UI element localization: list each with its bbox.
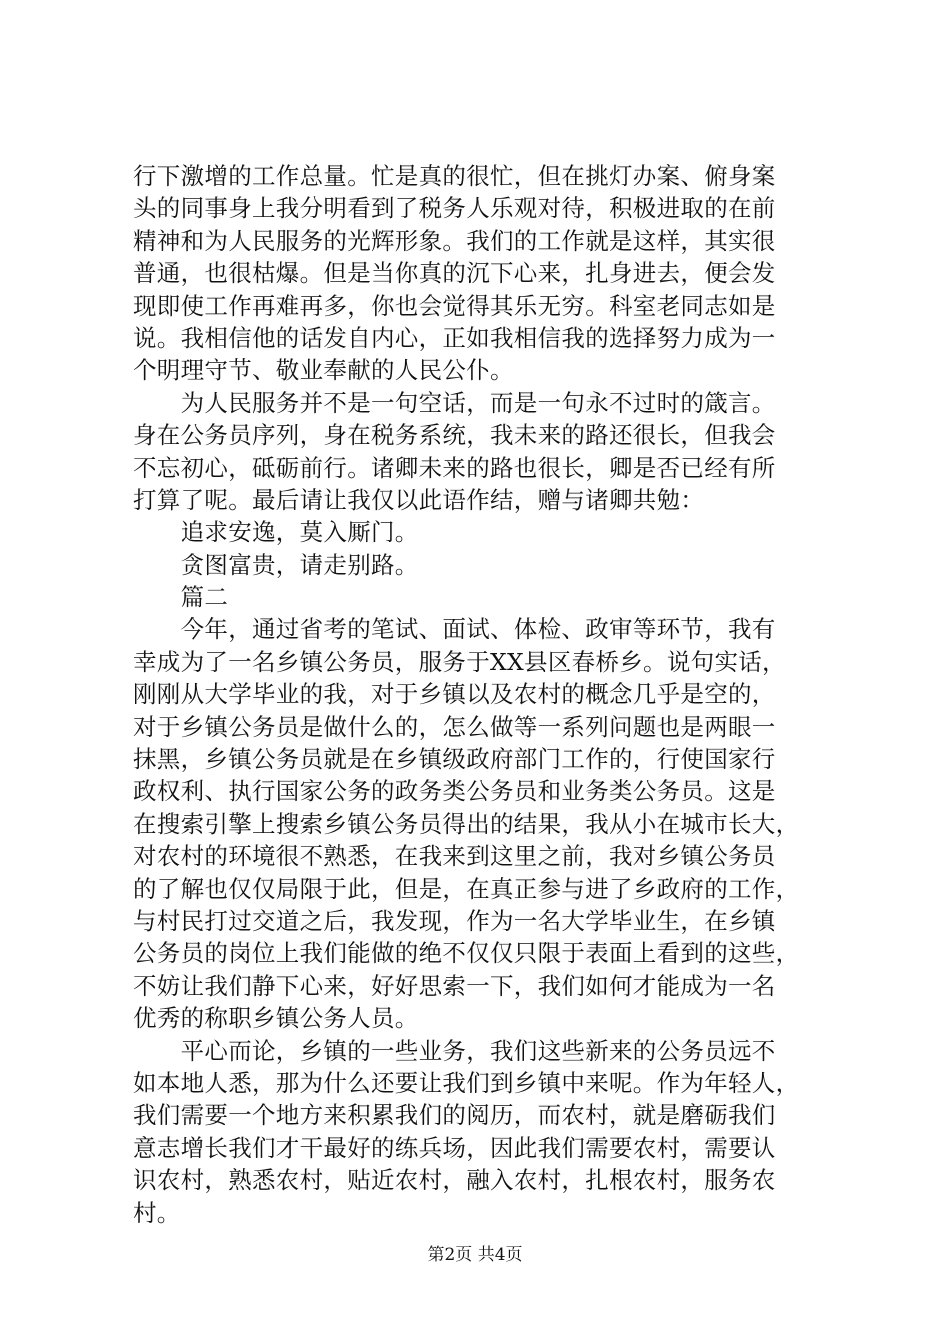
text-line: 对于乡镇公务员是做什么的，怎么做等一系列问题也是两眼一 [133,712,776,741]
text-line: 的了解也仅仅局限于此，但是，在真正参与进了乡政府的工作， [133,874,800,903]
text-line: 幸成为了一名乡镇公务员，服务于XX县区春桥乡。说句实话， [133,647,786,676]
text-line: 身在公务员序列，身在税务系统，我未来的路还很长，但我会 [133,421,776,450]
text-line: 优秀的称职乡镇公务人员。 [133,1004,419,1033]
text-line: 打算了呢。最后请让我仅以此语作结，赠与诸卿共勉： [133,485,705,514]
text-line: 识农村，熟悉农村，贴近农村，融入农村，扎根农村，服务农 [133,1166,776,1195]
text-line: 与村民打过交道之后，我发现，作为一名大学毕业生，在乡镇 [133,906,776,935]
text-line: 行下激增的工作总量。忙是真的很忙，但在挑灯办案、俯身案 [133,162,776,190]
text-line: 村。 [133,1198,181,1227]
text-line: 普通，也很枯爆。但是当你真的沉下心来，扎身进去，便会发 [133,259,776,288]
text-line: 头的同事身上我分明看到了税务人乐观对待，积极进取的在前 [133,194,776,223]
text-line: 不妨让我们静下心来，好好思索一下，我们如何才能成为一名 [133,971,776,1000]
text-line: 说。我相信他的话发自内心，正如我相信我的选择努力成为一 [133,323,776,352]
text-line: 意志增长我们才干最好的练兵场，因此我们需要农村，需要认 [133,1133,776,1162]
text-line: 如本地人悉，那为什么还要让我们到乡镇中来呢。作为年轻人， [133,1068,800,1097]
text-line: 现即使工作再难再多，你也会觉得其乐无穷。科室老同志如是 [133,291,776,320]
text-line: 政权利、执行国家公务的政务类公务员和业务类公务员。这是 [133,777,776,806]
section-heading: 篇二 [133,583,229,612]
text-line: 为人民服务并不是一句空话，而是一句永不过时的箴言。 [133,388,776,417]
text-line: 贪图富贵，请走别路。 [133,550,419,579]
text-line: 公务员的岗位上我们能做的绝不仅仅只限于表面上看到的这些， [133,939,800,968]
text-line: 我们需要一个地方来积累我们的阅历，而农村，就是磨砺我们 [133,1101,776,1130]
text-line: 今年，通过省考的笔试、面试、体检、政审等环节，我有 [133,615,776,644]
text-line: 平心而论，乡镇的一些业务，我们这些新来的公务员远不 [133,1036,776,1065]
text-line: 对农村的环境很不熟悉，在我来到这里之前，我对乡镇公务员 [133,842,776,871]
text-line: 精神和为人民服务的光辉形象。我们的工作就是这样，其实很 [133,226,776,255]
text-line: 刚刚从大学毕业的我，对于乡镇以及农村的概念几乎是空的， [133,680,776,709]
text-line: 追求安逸，莫入厮门。 [133,518,419,547]
text-line: 不忘初心，砥砺前行。诸卿未来的路也很长，卿是否已经有所 [133,453,776,482]
text-line: 在搜索引擎上搜索乡镇公务员得出的结果，我从小在城市长大， [133,809,800,838]
page-number: 第2页 共4页 [427,1245,523,1265]
body-text [133,160,838,1229]
text-line: 抹黑，乡镇公务员就是在乡镇级政府部门工作的，行使国家行 [133,745,776,774]
text-line: 个明理守节、敬业奉献的人民公仆。 [133,356,514,385]
